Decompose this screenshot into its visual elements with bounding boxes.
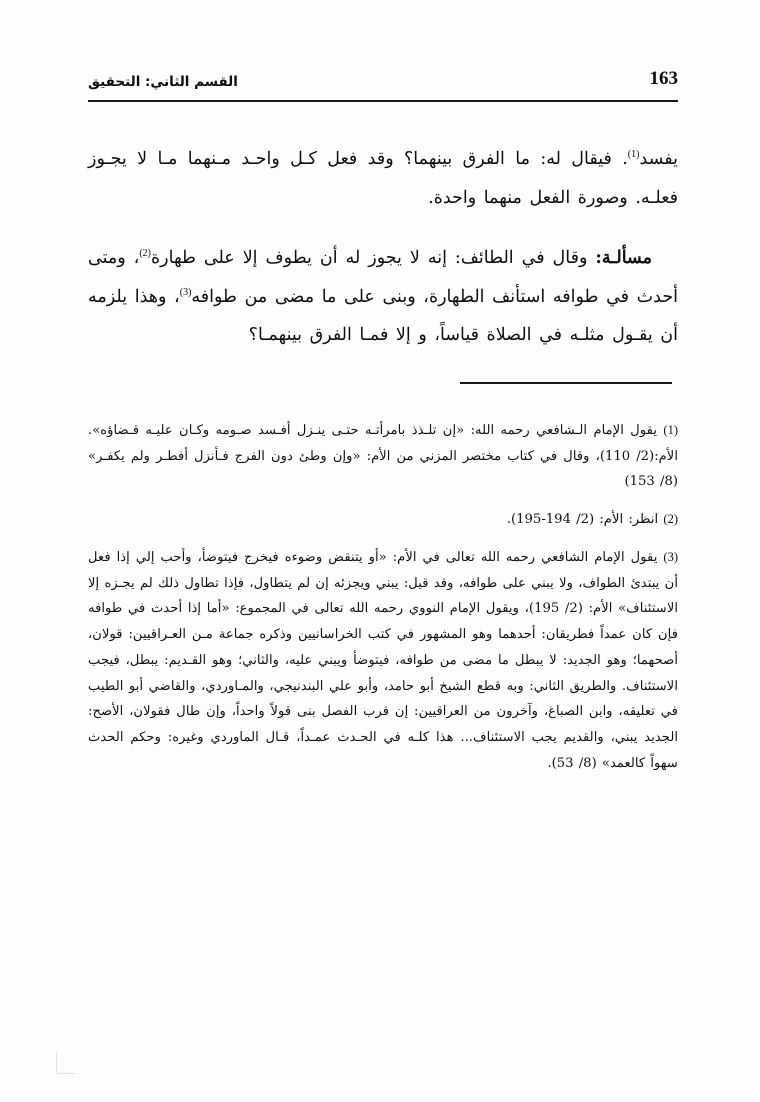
- paragraph-1: [88, 140, 678, 217]
- header-divider: [88, 100, 678, 102]
- footnote-ref-1[interactable]: (1): [627, 149, 640, 161]
- footnote-text: يقول الإمام الـشافعي رحمه الله: «إن تلـذذ بامرأتـه حتـى ينـزل أفـسد صـومه وكـان عليـه قـضاؤه». الأم:(2/ 110)، وقال في كتاب مختصر المزني من الأم: «وإن وطئ دون الفرج فـأنزل أفطـر ولم يكفـر» (8/ 153): [88, 423, 678, 490]
- paragraph-2-part-2: ، ومتى أحدث في طوافه استأنف الطهارة، وبنى على ما مضى من طوافه: [88, 248, 679, 307]
- paragraph-1-rest: . فيقال له: ما الفرق بينهما؟ وقد فعل كـل واحـد مـنهما مـا لا يجـوز فعلـه. وصورة الفعل منهما واحدة.: [88, 149, 678, 208]
- footnote-ref-3[interactable]: (3): [179, 286, 192, 298]
- footnote-ref-2[interactable]: (2): [139, 248, 151, 260]
- paragraph-2: [88, 239, 678, 355]
- paragraph-2-heading: مسألـة:: [595, 248, 653, 268]
- footnote-text: انظر: الأم: (2/ 194-195).: [506, 512, 659, 528]
- footnote-item: [88, 507, 678, 533]
- scan-edge-artifact: [56, 1051, 75, 1074]
- footnote-separator: [460, 382, 672, 384]
- paragraph-2-part-1: وقال في الطائف: إنه لا يجوز له أن يطوف إلا على طهارة: [151, 248, 596, 268]
- paragraph-1-lead: يفسد: [639, 149, 678, 169]
- footnote-marker: (2): [663, 512, 678, 527]
- footnote-item: [88, 418, 678, 495]
- footnote-text: يقول الإمام الشافعي رحمه الله تعالى في الأم: «أو يتنقض وضوءه فيخرج فيتوضأ، وأحب إلي إذا فعل أن يبتدئ الطواف، ولا يبني على طوافه، وقد قيل: يبني ويجزئه إن لم يتطاول، فإذا تطاول ذلك لم يجـزه إلا الاستئناف» الأم: (2/ 195)، ويقول الإمام النووي رحمه الله تعالى في المجموع: «أما إذا أحدث في طوافه فإن كان عمداً فطريقان: أحدهما وهو المشهور في كتب الخراسانيين وذكره جماعة مـن العـراقيين: قولان، أصحهما؛ وهو الجديد: لا يبطل ما مضى من طوافه، فيتوضأ ويبني عليه، والثاني؛ وهو القـديم: يبطل، فيجب الاستئناف. والطريق الثاني: وبه قطع الشيخ أبو حامد، وأبو علي البندنيجي، والمـاوردي، والقاضي أبو الطيب في تعليقه، وابن الصباغ، وآخرون من العراقيين: إن قرب الفصل بنى قولاً واحداً، وإن طال فقولان، الأصح: الجديد يبني، والقديم يجب الاستئناف... هذا كلـه في الحـدث عمـداً، قـال الماوردي وغيره: وحكم الحدث سهواً كالعمد» (8/ 53).: [88, 549, 678, 771]
- footnote-marker: (3): [663, 549, 678, 564]
- page-number: 163: [649, 68, 678, 89]
- main-text: [88, 140, 678, 377]
- footnote-list: [88, 418, 678, 789]
- footnote-marker: (1): [663, 423, 678, 437]
- page-header: [88, 68, 678, 90]
- footnote-item: [88, 545, 678, 777]
- paragraph-2-part-3: ، وهذا يلزمه أن يقـول مثلـه في الصلاة قياساً، و إلا فمـا الفرق بينهمـا؟: [88, 286, 678, 345]
- running-head-title: القسم الثاني: التحقيق: [88, 74, 238, 90]
